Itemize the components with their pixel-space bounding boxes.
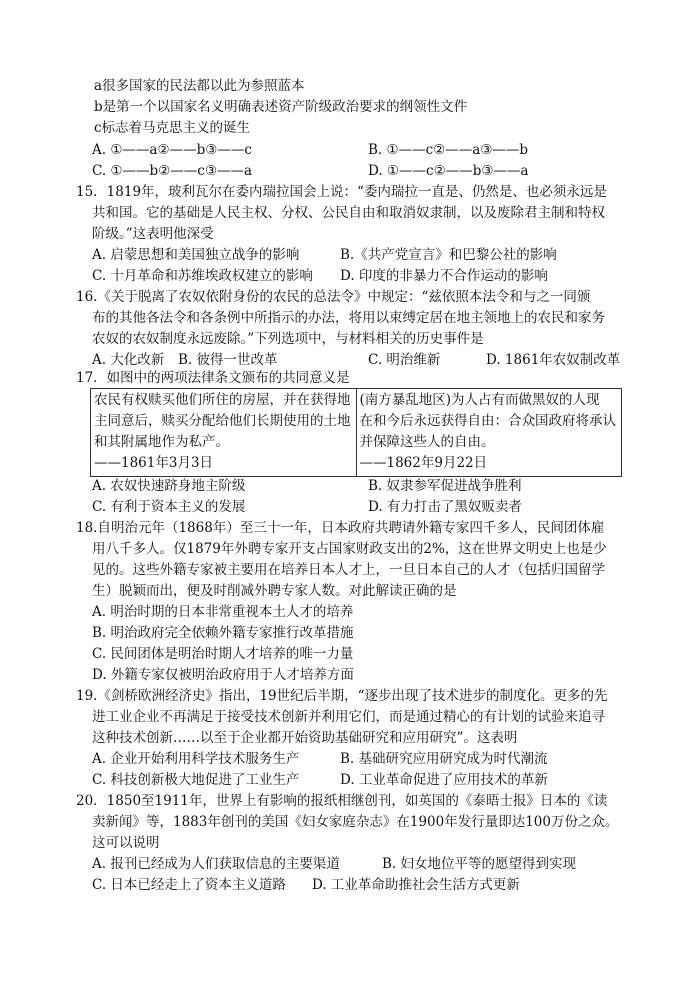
q17-law-table <box>90 388 622 477</box>
q16-stem-line: 布的其他各法令和各条例中所指示的办法，将用以束缚定居在地主领地上的农民和家务 <box>92 310 605 326</box>
q18-stem-line: 生）脱颖而出，便及时削减外聘专家人数。对此解读正确的是 <box>92 583 457 599</box>
q15-option-a: A. 启蒙思想和美国独立战争的影响 <box>92 247 300 263</box>
q19-option-c: C. 科技创新极大地促进了工业生产 <box>92 772 300 788</box>
law-1862-cell <box>356 389 622 477</box>
item-a: a很多国家的民法都以此为参照蓝本 <box>94 78 305 94</box>
q20-option-a: A. 报刊已经成为人们获取信息的主要渠道 <box>92 856 340 872</box>
q19-stem-line: 进工业企业不再满足于接受技术创新并利用它们，而是通过精心的有计划的试验来追寻 <box>92 709 605 725</box>
q16-stem-line: 农奴的农奴制度永远废除。”下列选项中，与材料相关的历史事件是 <box>92 331 484 347</box>
q15-stem-line: 阶级。”这表明他深受 <box>92 226 214 242</box>
law-1862-line: 并保障这些人的自由。 <box>359 434 495 450</box>
law-1861-line: 主同意后，赎买分配给他们长期使用的土地 <box>94 413 351 429</box>
q19-option-b: B. 基础研究应用研究成为时代潮流 <box>340 751 548 767</box>
q15-option-c: C. 十月革命和苏维埃政权建立的影响 <box>92 268 313 284</box>
q18-stem-line: 见的。这些外籍专家被主要用在培养日本人才上，一旦日本自己的人才（包括归国留学 <box>92 562 605 578</box>
q15-option-d: D. 印度的非暴力不合作运动的影响 <box>340 268 548 284</box>
q16-option-a: A. 大化改新 <box>92 352 165 368</box>
q20-stem-line: 这可以说明 <box>92 835 160 851</box>
law-1862-line: 在和今后永远获得自由：合众国政府将承认 <box>359 413 616 429</box>
q19-stem-line: 19.《剑桥欧洲经济史》指出，19世纪后半期，“逐步出现了技术进步的制度化。更多的先 <box>76 688 608 704</box>
q16-stem-line: 16.《关于脱离了农奴依附身份的农民的总法令》中规定：“兹依照本法令和与之一同颁 <box>76 289 591 305</box>
q20-stem-line: 卖新闻》等，1883年创刊的美国《妇女家庭杂志》在1900年发行量即达100万份之众。 <box>92 814 619 830</box>
q19-stem-line: 这种技术创新……以至于企业都开始资助基础研究和应用研究”。这表明 <box>92 730 518 746</box>
q17-option-a: A. 农奴快速跻身地主阶级 <box>92 478 246 494</box>
q17-stem: 17．如图中的两项法律条文颁布的共同意义是 <box>76 370 350 386</box>
option-a: A. ①——a②——b③——c <box>92 142 252 158</box>
q20-option-d: D. 工业革命助推社会生活方式更新 <box>312 877 520 893</box>
q17-option-d: D. 有力打击了黑奴贩卖者 <box>368 499 522 515</box>
q15-stem-line: 共和国。它的基础是人民主权、分权、公民自由和取消奴隶制，以及废除君主制和特权 <box>92 205 605 221</box>
q18-option-b: B. 明治政府完全依赖外籍专家推行改革措施 <box>92 625 354 641</box>
q18-stem-line: 18.自明治元年（1868年）至三十一年，日本政府共聘请外籍专家四千多人，民间团体雇 <box>76 520 605 536</box>
q20-stem-line: 20．1850至1911年，世界上有影响的报纸相继创刊，如英国的《泰晤士报》日本的《读 <box>76 793 608 809</box>
q16-option-c: C. 明治维新 <box>368 352 441 368</box>
law-1862-date: ——1862年9月22日 <box>359 455 488 471</box>
q20-option-b: B. 妇女地位平等的愿望得到实现 <box>382 856 577 872</box>
q18-option-a: A. 明治时期的日本非常重视本土人才的培养 <box>92 604 354 620</box>
q18-stem-line: 用八千多人。仅1879年外聘专家开支占国家财政支出的2%，这在世界文明史上也是少 <box>92 541 607 557</box>
q15-option-b: B.《共产党宣言》和巴黎公社的影响 <box>340 247 557 263</box>
law-1861-date: ——1861年3月3日 <box>94 455 214 471</box>
q19-option-a: A. 企业开始利用科学技术服务生产 <box>92 751 300 767</box>
law-1861-line: 和其附属地作为私产。 <box>94 434 229 450</box>
item-b: b是第一个以国家名义明确表述资产阶级政治要求的纲领性文件 <box>94 99 468 115</box>
q15-stem-line: 15．1819年，玻利瓦尔在委内瑞拉国会上说：“委内瑞拉一直是、仍然是、也必须永远是 <box>76 184 607 200</box>
law-1861-line: 农民有权赎买他们所住的房屋，并在获得地 <box>94 392 351 408</box>
law-1862-line: (南方暴乱地区)为人占有而做黑奴的人现 <box>359 392 600 408</box>
q18-option-d: D. 外籍专家仅被明治政府用于人才培养方面 <box>92 667 354 683</box>
q20-option-c: C. 日本已经走上了资本主义道路 <box>92 877 286 893</box>
q17-option-c: C. 有利于资本主义的发展 <box>92 499 246 515</box>
q19-option-d: D. 工业革命促进了应用技术的革新 <box>340 772 548 788</box>
q18-option-c: C. 民间团体是明治时期人才培养的唯一力量 <box>92 646 354 662</box>
option-c: C. ①——b②——c③——a <box>92 163 252 179</box>
law-1861-cell <box>91 389 357 477</box>
option-b: B. ①——c②——a③——b <box>368 142 529 158</box>
q17-option-b: B. 奴隶参军促进战争胜利 <box>368 478 522 494</box>
option-d: D. ①——c②——b③——a <box>368 163 529 179</box>
item-c: c标志着马克思主义的诞生 <box>94 120 251 136</box>
q16-option-d: D. 1861年农奴制改革 <box>486 352 621 368</box>
q16-option-b: B. 彼得一世改革 <box>178 352 278 368</box>
